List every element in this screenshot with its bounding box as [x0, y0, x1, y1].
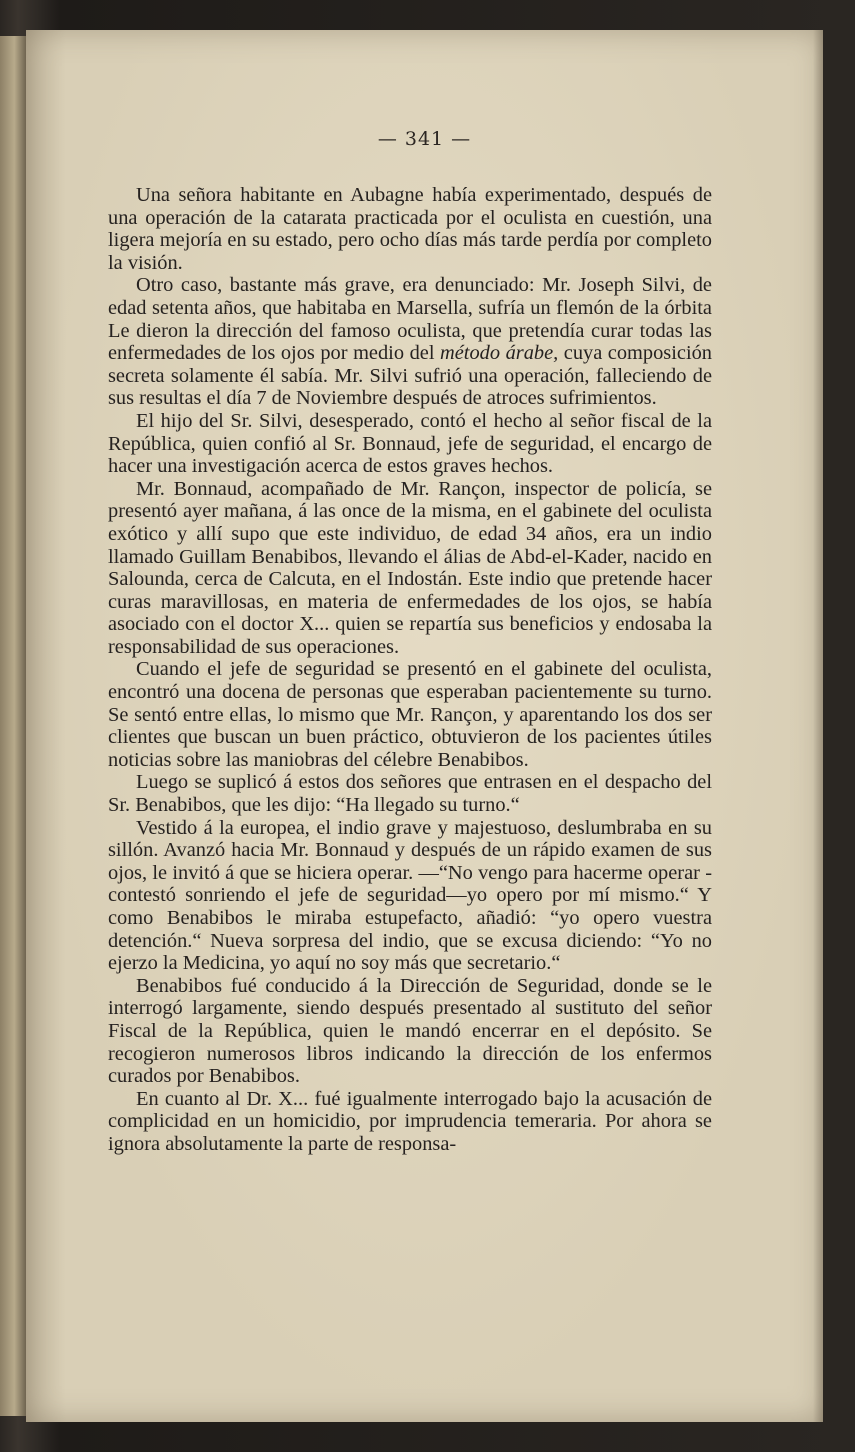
- page-text-body: [108, 184, 712, 1156]
- paragraph-2: [108, 274, 712, 410]
- paragraph-4: Mr. Bonnaud, acompañado de Mr. Rançon, inspector de policía, se presentó ayer mañana, á las once de la misma, en el gabinete del oculista exótico y allí supo que este individuo, de edad 34 años, era un indio llamado Guillam Benabibos, llevando el álias de Abd-el-Kader, nacido en Salounda, cerca de Calcuta, en el Indostán. Este indio que pretende hacer curas maravillosas, en materia de enfermedades de los ojos, se había asociado con el doctor X... quien se repartía sus beneficios y endosaba la responsabilidad de sus operaciones.: [108, 477, 712, 658]
- paragraph-1: Una señora habitante en Aubagne había experimentado, después de una operación de la catarata practicada por el oculista en cuestión, una ligera mejoría en su estado, pero ocho días más tarde perdía por completo la visión.: [108, 184, 712, 274]
- paragraph-7: Vestido á la europea, el indio grave y majestuoso, deslumbraba en su sillón. Avanzó hacia Mr. Bonnaud y después de un rápido examen de sus ojos, le invitó á que se hiciera operar. —“No vengo para hacerme operar - contestó sonriendo el jefe de seguridad—yo opero por mí mismo.“ Y como Benabibos le miraba estupefacto, añadió: “yo opero vuestra detención.“ Nueva sorpresa del indio, que se excusa diciendo: “Yo no ejerzo la Medicina, yo aquí no soy más que secretario.“: [108, 816, 712, 975]
- paragraph-3: El hijo del Sr. Silvi, desesperado, contó el hecho al señor fiscal de la República, quien confió al Sr. Bonnaud, jefe de seguridad, el encargo de hacer una investigación acerca de estos graves hechos.: [108, 409, 712, 478]
- paragraph-8: Benabibos fué conducido á la Dirección de Seguridad, donde se le interrogó largamente, siendo después presentado al sustituto del señor Fiscal de la República, quien le mandó encerrar en el depósito. Se recogieron numerosos libros indicando la dirección de los enfermos curados por Benabibos.: [108, 974, 712, 1088]
- paragraph-2-italic: método árabe,: [440, 342, 559, 365]
- paragraph-5: Cuando el jefe de seguridad se presentó en el gabinete del oculista, encontró una docena de personas que esperaban pacientemente su turno. Se sentó entre ellas, lo mismo que Mr. Rançon, y aparentando los dos ser clientes que buscan un buen práctico, obtuvieron de los pacientes útiles noticias sobre las maniobras del célebre Benabibos.: [108, 658, 712, 771]
- paragraph-2-part-1: Otro caso, bastante más grave, era denunciado: Mr. Joseph Silvi, de edad setenta años, que habitaba en Marsella, sufría un flemón de la órbita Le dieron la dirección del famoso oculista, que pretendía curar todas las enfermedades de los ojos por medio del: [108, 274, 712, 365]
- book-page: [26, 30, 823, 1422]
- paragraph-6: Luego se suplicó á estos dos señores que entrasen en el despacho del Sr. Benabibos, que les dijo: “Ha llegado su turno.“: [108, 771, 712, 817]
- paragraph-9: En cuanto al Dr. X... fué igualmente interrogado bajo la acusación de complicidad en un homicidio, por imprudencia temeraria. Por ahora se ignora absolutamente la parte de responsa-: [108, 1087, 712, 1155]
- left-page-edge: [0, 36, 26, 1416]
- page-edge-shadow: [813, 30, 823, 1422]
- page-number: — 341 —: [377, 128, 472, 150]
- paragraph-2-part-2: cuya composición secreta solamente él sabía. Mr. Silvi sufrió una operación, falleciendo de sus resultas el día 7 de Noviembre después de atroces sufrimientos.: [108, 342, 713, 410]
